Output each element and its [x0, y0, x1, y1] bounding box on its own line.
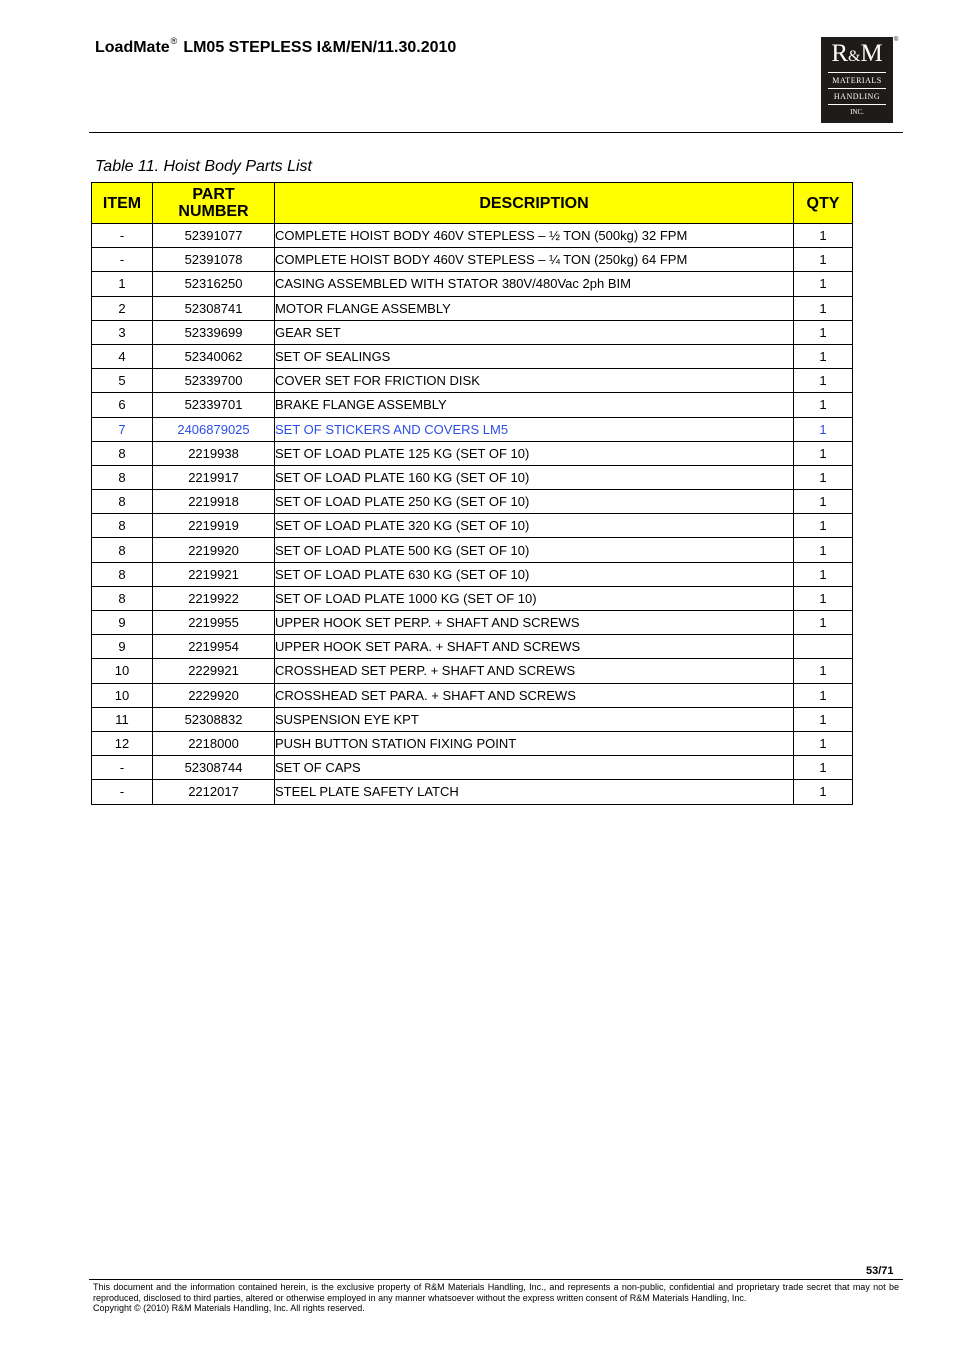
cell-part-number: 52308744	[153, 756, 275, 780]
parts-table-body	[92, 224, 853, 805]
table-row	[92, 490, 853, 514]
cell-part-number: 2219938	[153, 441, 275, 465]
cell-qty: 1	[794, 465, 853, 489]
logo-monogram: R&M	[831, 40, 883, 67]
cell-qty: 1	[794, 562, 853, 586]
cell-part-number: 52339699	[153, 320, 275, 344]
table-row	[92, 224, 853, 248]
registered-mark: ®	[170, 36, 178, 46]
cell-description: SET OF STICKERS AND COVERS LM5	[275, 417, 794, 441]
cell-part-number: 52308741	[153, 296, 275, 320]
cell-description: SET OF LOAD PLATE 320 KG (SET OF 10)	[275, 514, 794, 538]
cell-item: 8	[92, 586, 153, 610]
table-row	[92, 586, 853, 610]
cell-part-number: 52316250	[153, 272, 275, 296]
logo-divider	[828, 88, 886, 89]
document-id: LM05 STEPLESS I&M/EN/11.30.2010	[183, 39, 457, 56]
cell-item: 5	[92, 369, 153, 393]
cell-qty: 1	[794, 369, 853, 393]
cell-qty	[794, 635, 853, 659]
cell-item: 4	[92, 344, 153, 368]
cell-description: UPPER HOOK SET PARA. + SHAFT AND SCREWS	[275, 635, 794, 659]
cell-part-number: 52339700	[153, 369, 275, 393]
cell-item: -	[92, 780, 153, 804]
cell-item: 11	[92, 707, 153, 731]
cell-description: SET OF LOAD PLATE 250 KG (SET OF 10)	[275, 490, 794, 514]
cell-part-number: 2219955	[153, 611, 275, 635]
cell-qty: 1	[794, 731, 853, 755]
cell-qty: 1	[794, 272, 853, 296]
cell-qty: 1	[794, 296, 853, 320]
cell-description: SET OF LOAD PLATE 160 KG (SET OF 10)	[275, 465, 794, 489]
logo-materials: MATERIALS	[832, 76, 882, 85]
cell-part-number: 52340062	[153, 344, 275, 368]
cell-item: -	[92, 224, 153, 248]
cell-qty: 1	[794, 659, 853, 683]
product-name: LoadMate	[95, 39, 170, 56]
logo-handling: HANDLING	[833, 92, 881, 101]
header-part-number: PART NUMBER	[153, 183, 275, 224]
table-row	[92, 683, 853, 707]
cell-part-number: 2229920	[153, 683, 275, 707]
logo-divider	[828, 104, 886, 105]
page-number: 53/71	[866, 1265, 894, 1277]
cell-qty: 1	[794, 586, 853, 610]
cell-qty: 1	[794, 393, 853, 417]
table-row	[92, 756, 853, 780]
cell-qty: 1	[794, 780, 853, 804]
table-row	[92, 465, 853, 489]
cell-description: SUSPENSION EYE KPT	[275, 707, 794, 731]
footer-notice	[93, 1282, 899, 1314]
cell-part-number: 2219918	[153, 490, 275, 514]
table-row	[92, 659, 853, 683]
table-row	[92, 514, 853, 538]
cell-part-number: 2229921	[153, 659, 275, 683]
confidentiality-notice: This document and the information contained herein, is the exclusive property of R&M Materials Handling, Inc., and represents a non-public, confidential and proprietary trade secret that may not be reproduced, disclosed to third parties, altered or otherwise employed in any manner whatsoever without the express written consent of R&M Materials Handling, Inc.	[93, 1282, 899, 1303]
cell-description: COMPLETE HOIST BODY 460V STEPLESS – ½ TON (500kg) 32 FPM	[275, 224, 794, 248]
table-row	[92, 272, 853, 296]
cell-item: 6	[92, 393, 153, 417]
cell-description: CROSSHEAD SET PERP. + SHAFT AND SCREWS	[275, 659, 794, 683]
cell-qty: 1	[794, 707, 853, 731]
cell-description: SET OF LOAD PLATE 500 KG (SET OF 10)	[275, 538, 794, 562]
cell-qty: 1	[794, 611, 853, 635]
table-row	[92, 780, 853, 804]
cell-item: 9	[92, 611, 153, 635]
cell-description: UPPER HOOK SET PERP. + SHAFT AND SCREWS	[275, 611, 794, 635]
cell-qty: 1	[794, 538, 853, 562]
table-row	[92, 417, 853, 441]
cell-item: 8	[92, 562, 153, 586]
cell-qty: 1	[794, 514, 853, 538]
cell-description: PUSH BUTTON STATION FIXING POINT	[275, 731, 794, 755]
logo-divider	[828, 72, 886, 73]
logo-inc: INC.	[850, 108, 864, 116]
table-row	[92, 320, 853, 344]
cell-part-number: 2219920	[153, 538, 275, 562]
cell-part-number: 52391077	[153, 224, 275, 248]
cell-part-number: 2219917	[153, 465, 275, 489]
company-logo	[821, 37, 893, 123]
cell-part-number: 2219954	[153, 635, 275, 659]
cell-qty: 1	[794, 248, 853, 272]
cell-description: CROSSHEAD SET PARA. + SHAFT AND SCREWS	[275, 683, 794, 707]
logo-registered-mark: ®	[894, 37, 899, 43]
cell-description: SET OF CAPS	[275, 756, 794, 780]
cell-item: 7	[92, 417, 153, 441]
header-description: DESCRIPTION	[275, 183, 794, 224]
cell-description: CASING ASSEMBLED WITH STATOR 380V/480Vac 2ph BIM	[275, 272, 794, 296]
cell-description: SET OF SEALINGS	[275, 344, 794, 368]
cell-item: 3	[92, 320, 153, 344]
cell-item: 2	[92, 296, 153, 320]
cell-description: COMPLETE HOIST BODY 460V STEPLESS – ¼ TON (250kg) 64 FPM	[275, 248, 794, 272]
cell-item: 12	[92, 731, 153, 755]
table-row	[92, 707, 853, 731]
cell-qty: 1	[794, 344, 853, 368]
cell-item: 9	[92, 635, 153, 659]
table-row	[92, 369, 853, 393]
cell-item: 8	[92, 465, 153, 489]
table-row	[92, 731, 853, 755]
document-title	[95, 36, 456, 57]
cell-part-number: 2219921	[153, 562, 275, 586]
cell-part-number: 52308832	[153, 707, 275, 731]
cell-description: COVER SET FOR FRICTION DISK	[275, 369, 794, 393]
parts-table	[91, 182, 853, 805]
footer-divider	[89, 1279, 903, 1280]
cell-part-number: 2212017	[153, 780, 275, 804]
cell-item: 8	[92, 441, 153, 465]
cell-qty: 1	[794, 756, 853, 780]
table-row	[92, 393, 853, 417]
cell-description: STEEL PLATE SAFETY LATCH	[275, 780, 794, 804]
cell-qty: 1	[794, 490, 853, 514]
cell-part-number: 52391078	[153, 248, 275, 272]
table-row	[92, 248, 853, 272]
table-row	[92, 538, 853, 562]
table-row	[92, 562, 853, 586]
header-divider	[89, 132, 903, 133]
cell-qty: 1	[794, 320, 853, 344]
cell-item: 8	[92, 490, 153, 514]
table-header-row	[92, 183, 853, 224]
cell-item: 10	[92, 659, 153, 683]
cell-qty: 1	[794, 224, 853, 248]
table-caption: Table 11. Hoist Body Parts List	[95, 158, 312, 175]
cell-description: BRAKE FLANGE ASSEMBLY	[275, 393, 794, 417]
cell-part-number: 2219919	[153, 514, 275, 538]
cell-description: MOTOR FLANGE ASSEMBLY	[275, 296, 794, 320]
table-row	[92, 635, 853, 659]
cell-item: 8	[92, 538, 153, 562]
cell-part-number: 2406879025	[153, 417, 275, 441]
cell-qty: 1	[794, 683, 853, 707]
header-qty: QTY	[794, 183, 853, 224]
cell-part-number: 2218000	[153, 731, 275, 755]
cell-description: GEAR SET	[275, 320, 794, 344]
cell-item: -	[92, 248, 153, 272]
cell-item: 1	[92, 272, 153, 296]
cell-description: SET OF LOAD PLATE 125 KG (SET OF 10)	[275, 441, 794, 465]
copyright-notice: Copyright © (2010) R&M Materials Handling, Inc. All rights reserved.	[93, 1303, 365, 1313]
cell-item: -	[92, 756, 153, 780]
cell-qty: 1	[794, 441, 853, 465]
cell-qty: 1	[794, 417, 853, 441]
cell-part-number: 52339701	[153, 393, 275, 417]
cell-description: SET OF LOAD PLATE 630 KG (SET OF 10)	[275, 562, 794, 586]
header-item: ITEM	[92, 183, 153, 224]
table-row	[92, 296, 853, 320]
cell-item: 8	[92, 514, 153, 538]
table-row	[92, 344, 853, 368]
table-row	[92, 441, 853, 465]
cell-description: SET OF LOAD PLATE 1000 KG (SET OF 10)	[275, 586, 794, 610]
table-row	[92, 611, 853, 635]
cell-part-number: 2219922	[153, 586, 275, 610]
cell-item: 10	[92, 683, 153, 707]
